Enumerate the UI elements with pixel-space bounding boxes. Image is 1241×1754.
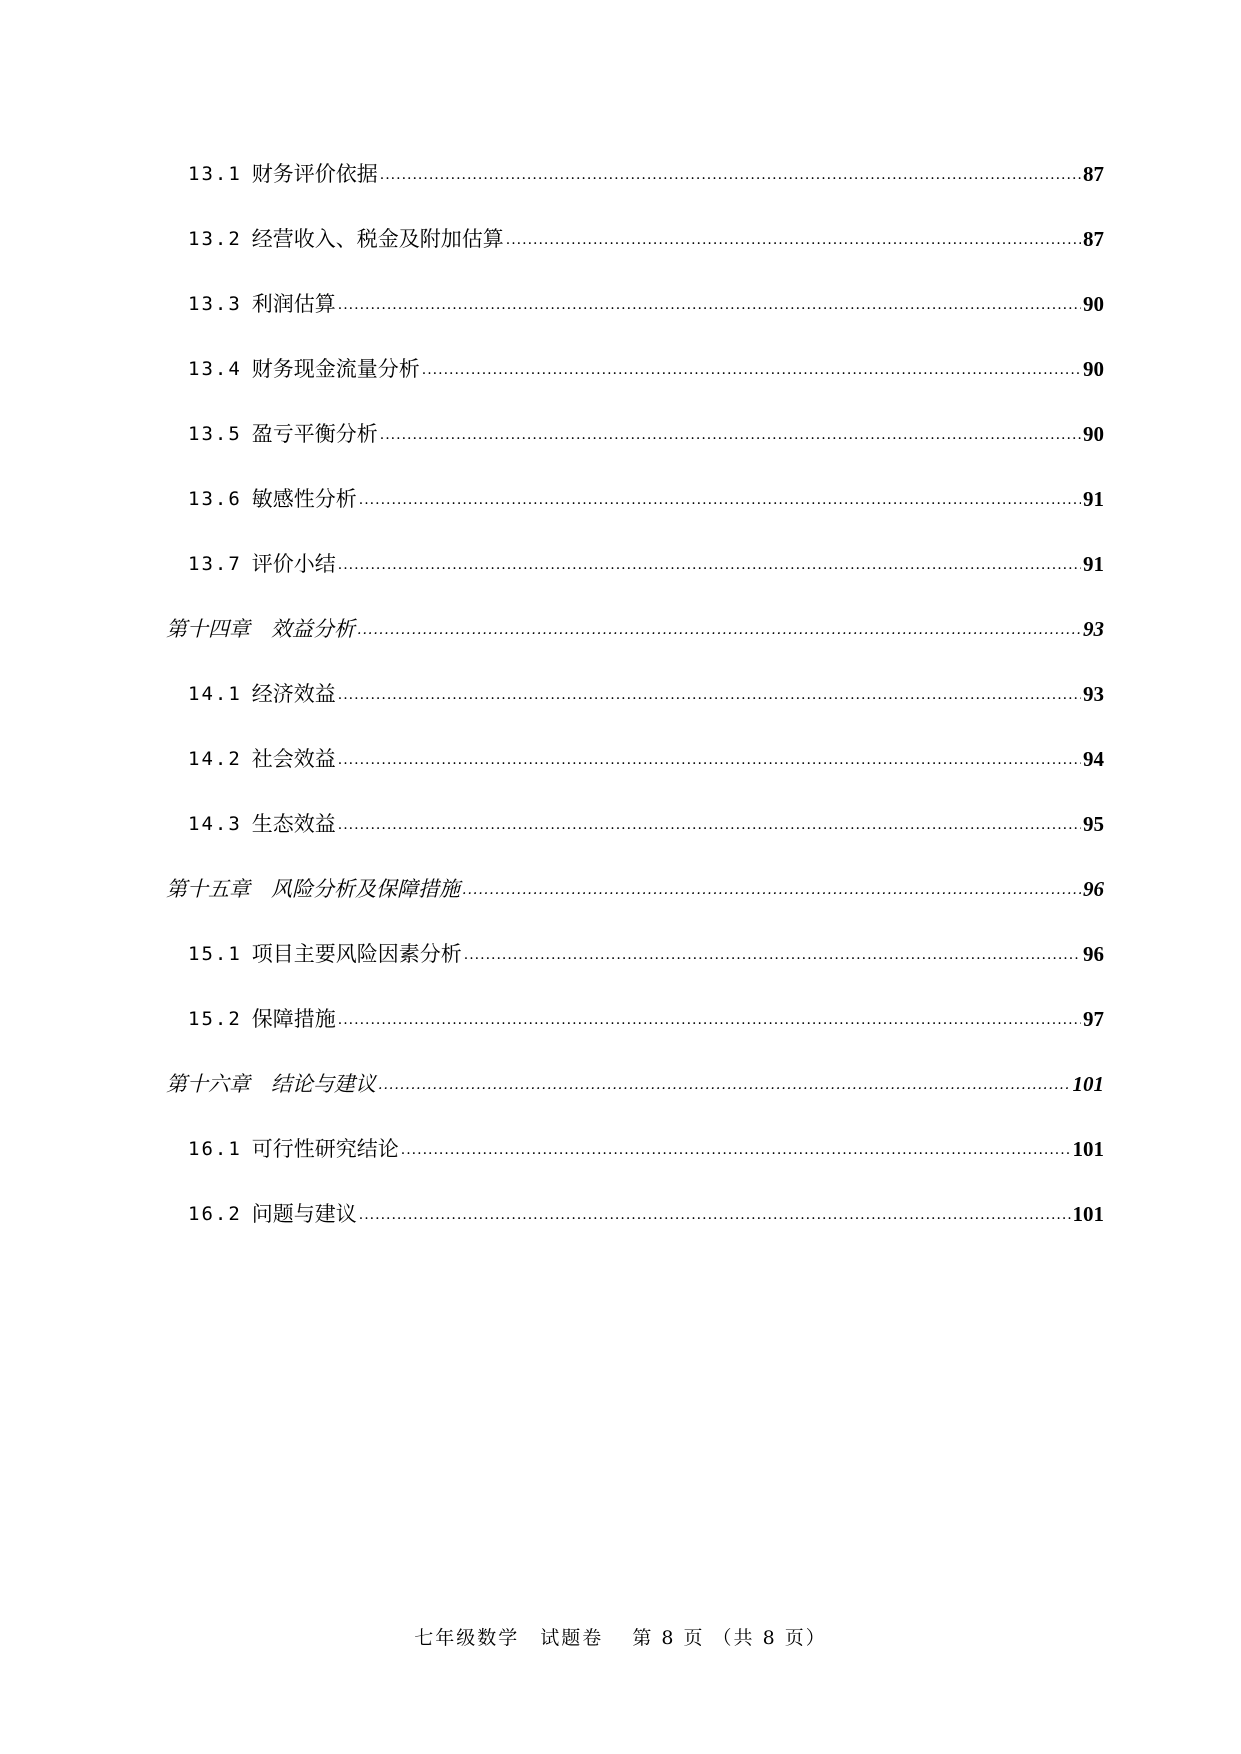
- toc-chapter-15[interactable]: [166, 875, 1104, 940]
- dot-leader: [462, 875, 1081, 905]
- toc-entry-13-7[interactable]: [188, 550, 1104, 615]
- dot-leader: [338, 1005, 1081, 1035]
- toc-chapter-16[interactable]: [166, 1070, 1104, 1135]
- toc-page-number: 96: [1083, 877, 1104, 901]
- toc-number: 13.3: [188, 293, 242, 315]
- toc-number: 15.2: [188, 1008, 242, 1030]
- toc-page-number: 101: [1072, 1072, 1104, 1096]
- toc-page-number: 94: [1083, 747, 1104, 771]
- toc-page-number: 91: [1083, 487, 1104, 511]
- toc-page-number: 97: [1083, 1007, 1104, 1031]
- toc-entry-14-1[interactable]: [188, 680, 1104, 745]
- dot-leader: [380, 160, 1081, 190]
- toc-number: 13.2: [188, 228, 242, 250]
- toc-page-number: 90: [1083, 292, 1104, 316]
- toc-number: 14.1: [188, 683, 242, 705]
- dot-leader: [378, 1070, 1071, 1100]
- toc-chapter-title: 第十五章 风险分析及保障措施: [166, 877, 460, 901]
- toc-title: 问题与建议: [251, 1202, 357, 1226]
- toc-number: 13.6: [188, 488, 242, 510]
- toc-number: 13.7: [188, 553, 242, 575]
- dot-leader: [359, 485, 1081, 515]
- toc-title: 利润估算: [251, 292, 336, 316]
- toc-title: 可行性研究结论: [251, 1137, 399, 1161]
- toc-title: 敏感性分析: [251, 487, 357, 511]
- toc-page-number: 91: [1083, 552, 1104, 576]
- toc-entry-16-2[interactable]: [188, 1200, 1104, 1265]
- toc-title: 项目主要风险因素分析: [251, 942, 462, 966]
- toc-entry-13-4[interactable]: [188, 355, 1104, 420]
- dot-leader: [401, 1135, 1071, 1165]
- dot-leader: [380, 420, 1081, 450]
- toc-number: 14.2: [188, 748, 242, 770]
- toc-page-number: 101: [1072, 1137, 1104, 1161]
- toc-number: 16.1: [188, 1138, 242, 1160]
- toc-page-number: 93: [1083, 617, 1104, 641]
- toc-page-number: 93: [1083, 682, 1104, 706]
- toc-entry-13-5[interactable]: [188, 420, 1104, 485]
- toc-title: 财务评价依据: [251, 162, 378, 186]
- toc-entry-15-1[interactable]: [188, 940, 1104, 1005]
- dot-leader: [338, 810, 1081, 840]
- toc-number: 13.4: [188, 358, 242, 380]
- toc-page-number: 90: [1083, 422, 1104, 446]
- toc-entry-15-2[interactable]: [188, 1005, 1104, 1070]
- toc-entry-16-1[interactable]: [188, 1135, 1104, 1200]
- toc-number: 15.1: [188, 943, 242, 965]
- dot-leader: [464, 940, 1081, 970]
- toc-title: 财务现金流量分析: [251, 357, 420, 381]
- toc-title: 保障措施: [251, 1007, 336, 1031]
- dot-leader: [357, 615, 1081, 645]
- dot-leader: [359, 1200, 1071, 1230]
- toc-page-number: 96: [1083, 942, 1104, 966]
- toc-number: 16.2: [188, 1203, 242, 1225]
- toc-entry-14-2[interactable]: [188, 745, 1104, 810]
- toc-page-number: 101: [1072, 1202, 1104, 1226]
- toc-title: 经营收入、税金及附加估算: [251, 227, 504, 251]
- toc-chapter-title: 第十四章 效益分析: [166, 617, 355, 641]
- toc-title: 评价小结: [251, 552, 336, 576]
- dot-leader: [422, 355, 1081, 385]
- toc-number: 14.3: [188, 813, 242, 835]
- toc-page-number: 87: [1083, 162, 1104, 186]
- toc-title: 经济效益: [251, 682, 336, 706]
- table-of-contents: [166, 160, 1104, 1265]
- toc-entry-13-3[interactable]: [188, 290, 1104, 355]
- toc-entry-14-3[interactable]: [188, 810, 1104, 875]
- toc-number: 13.5: [188, 423, 242, 445]
- toc-page-number: 95: [1083, 812, 1104, 836]
- toc-title: 盈亏平衡分析: [251, 422, 378, 446]
- dot-leader: [338, 290, 1081, 320]
- dot-leader: [338, 550, 1081, 580]
- toc-chapter-title: 第十六章 结论与建议: [166, 1072, 376, 1096]
- toc-page-number: 87: [1083, 227, 1104, 251]
- dot-leader: [506, 225, 1081, 255]
- toc-entry-13-1[interactable]: [188, 160, 1104, 225]
- toc-chapter-14[interactable]: [166, 615, 1104, 680]
- toc-number: 13.1: [188, 163, 242, 185]
- dot-leader: [338, 680, 1081, 710]
- dot-leader: [338, 745, 1081, 775]
- toc-entry-13-6[interactable]: [188, 485, 1104, 550]
- toc-title: 社会效益: [251, 747, 336, 771]
- toc-entry-13-2[interactable]: [188, 225, 1104, 290]
- page-footer: 七年级数学 试题卷 第 8 页 （共 8 页）: [414, 1627, 827, 1649]
- toc-title: 生态效益: [251, 812, 336, 836]
- toc-page-number: 90: [1083, 357, 1104, 381]
